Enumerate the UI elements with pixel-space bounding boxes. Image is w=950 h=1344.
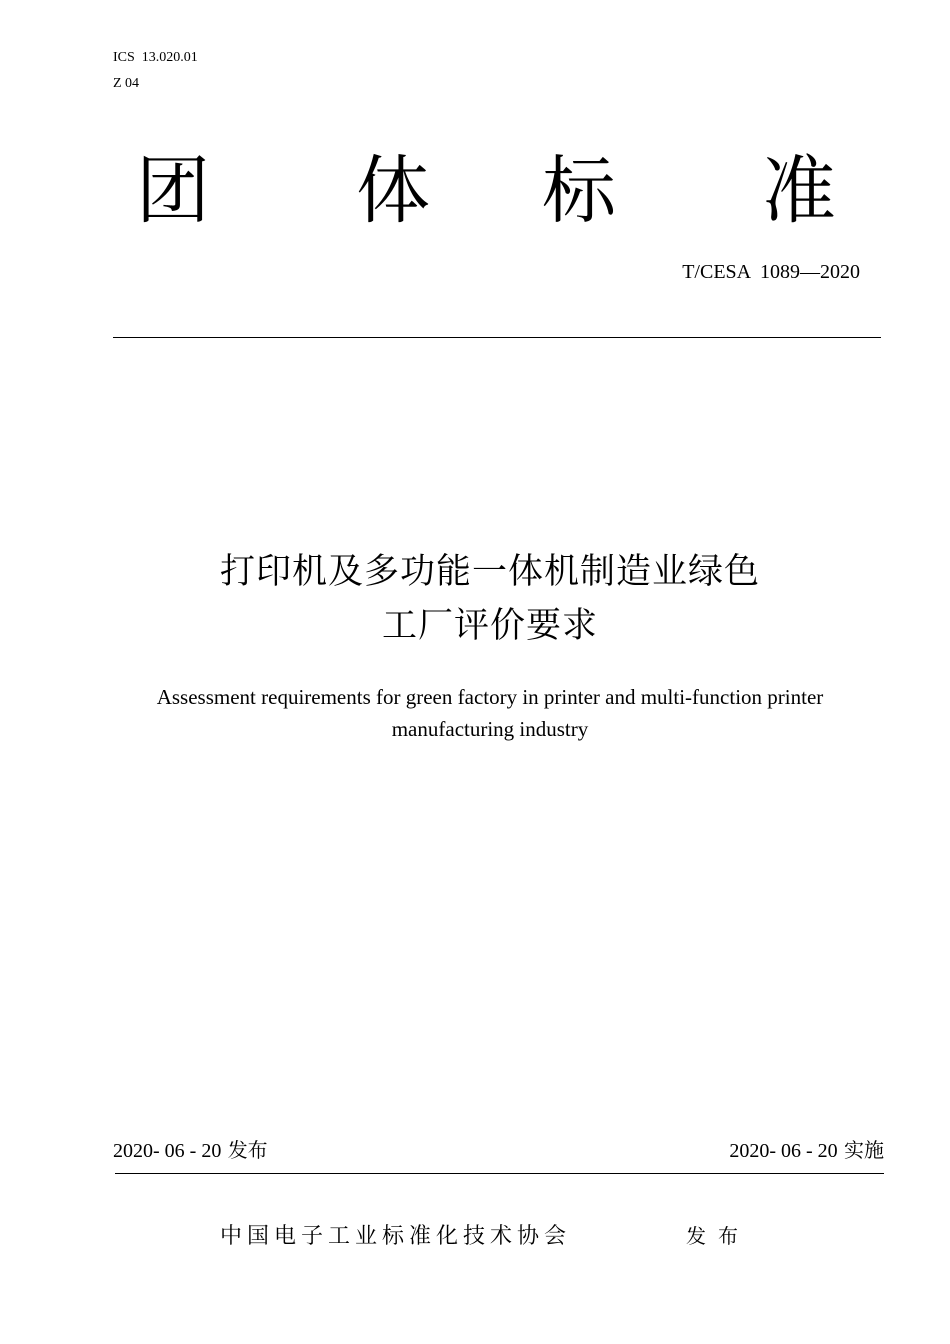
header-char-4: 准: [762, 148, 836, 234]
implement-date-block: [729, 1137, 884, 1164]
title-cn-line-2: 工厂评价要求: [381, 606, 598, 646]
issue-date-block: [113, 1137, 268, 1164]
ccs-code: Z 04: [113, 76, 140, 91]
implement-date: 2020- 06 - 20: [729, 1140, 838, 1162]
header-char-2: 体: [356, 148, 430, 234]
publish-word: 发布: [686, 1224, 750, 1248]
issue-date: 2020- 06 - 20: [113, 1140, 222, 1162]
standard-number: T/CESA 1089—2020: [682, 261, 860, 283]
ics-code: ICS 13.020.01: [113, 50, 198, 65]
title-cn-line-1: 打印机及多功能一体机制造业绿色: [219, 552, 760, 592]
issue-label: 发布: [227, 1138, 268, 1162]
publisher-name: 中国电子工业标准化技术协会: [220, 1224, 572, 1249]
bottom-divider: [115, 1173, 884, 1174]
title-en-line-2: manufacturing industry: [391, 717, 589, 741]
implement-label: 实施: [844, 1138, 884, 1162]
title-en-line-1: Assessment requirements for green factory in printer and multi-function printer: [156, 685, 824, 709]
top-divider: [113, 337, 881, 338]
header-char-3: 标: [542, 148, 616, 234]
header-char-1: 团: [136, 148, 210, 234]
